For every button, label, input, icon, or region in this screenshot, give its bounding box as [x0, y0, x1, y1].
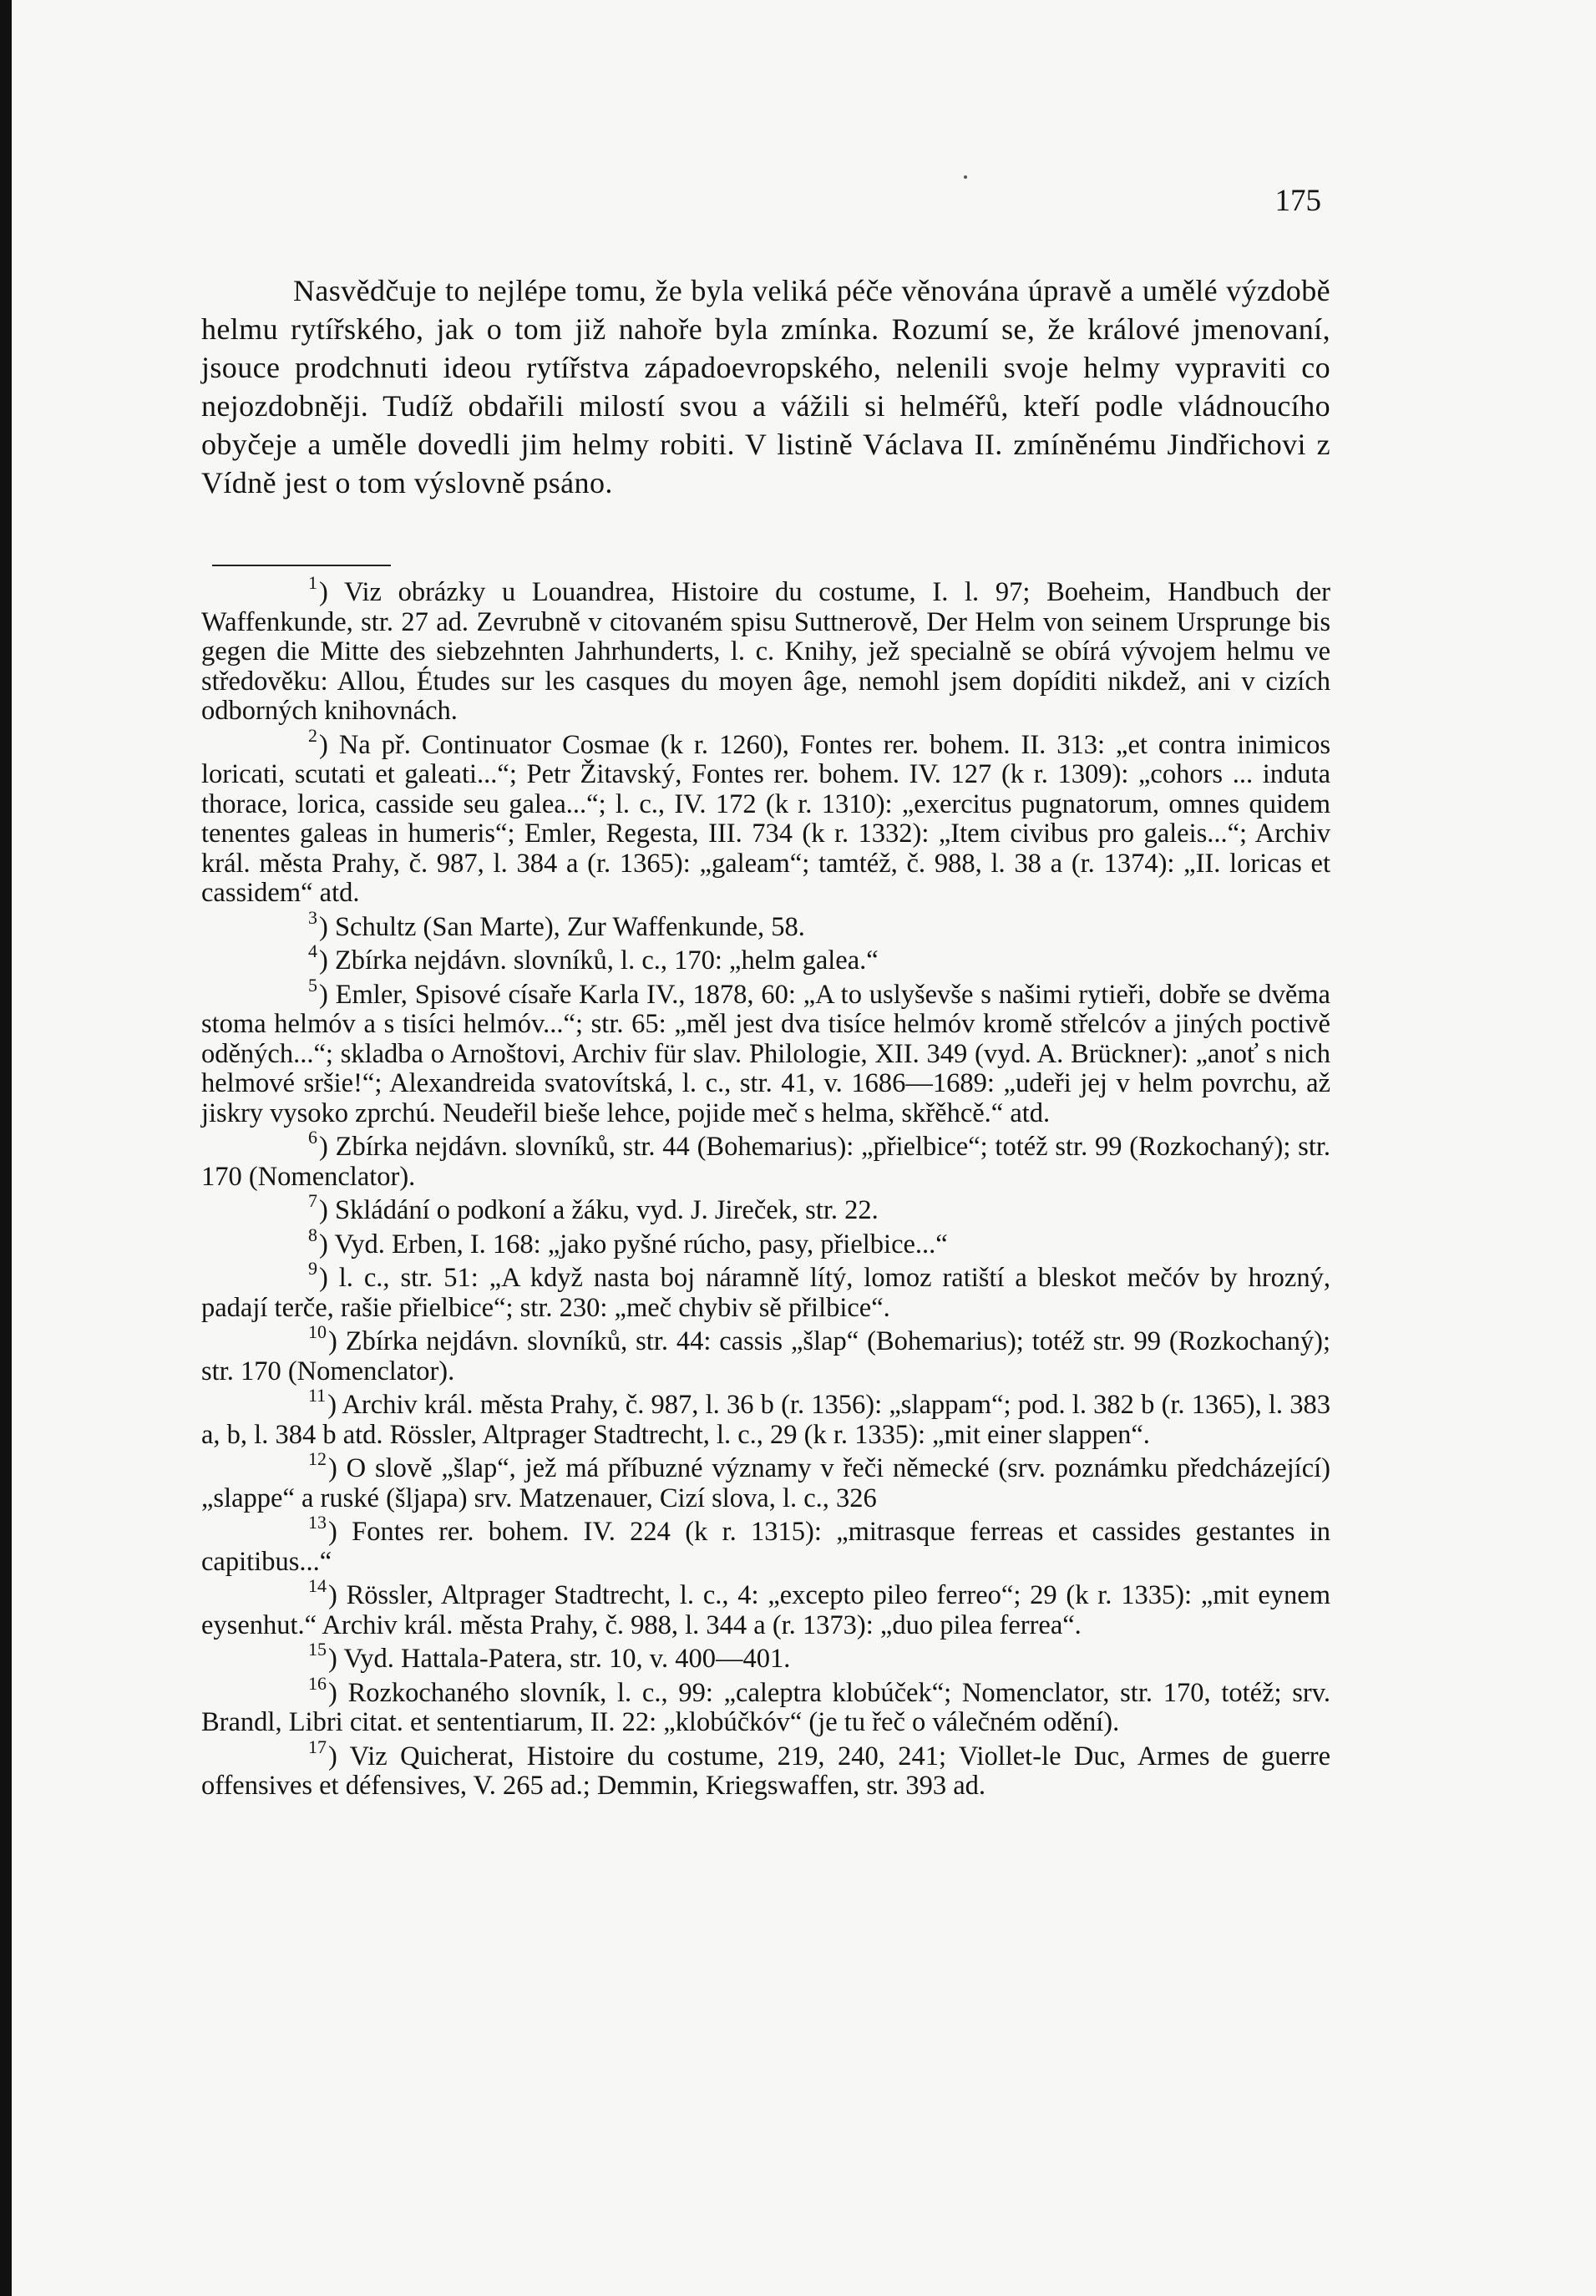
footnote-text: Viz Quicherat, Histoire du costume, 219, 240, 241; Viollet-le Duc, Armes de guerre offensives et défensives, V. 265 ad.; Demmin, Kriegswaffen, str. 393 ad. [201, 1741, 1330, 1801]
footnote-marker: 1 [308, 572, 317, 594]
footnote-text: Skládání o podkoní a žáku, vyd. J. Jireček, str. 22. [334, 1195, 879, 1225]
footnote: $^4$) Zbírka nejdávn. slovníků, l. c., 170: „helm galea.“ [308, 940, 879, 976]
footnote-marker: 2 [308, 724, 317, 746]
footnote: $^{16}$) Rozkochaného slovník, l. c., 99: „caleptra klobúček“; Nomenclator, str. 170, totéž; srv. Brandl, Libri citat. et sententiarum, II. 22: „klobúčkóv“ (je tu řeč o válečném odění). [201, 1672, 1330, 1737]
footnote: $^{11}$) Archiv král. města Prahy, č. 987, l. 36 b (r. 1356): „slappam“; pod. l. 382 b (r. 1365), l. 383 a, b, l. 384 b atd. Rössler, Altprager Stadtrecht, l. c., 29 (k r. 1335): „mit einer slappen“. [201, 1385, 1331, 1450]
footnote: $^5$) Emler, Spisové císaře Karla IV., 1878, 60: „A to uslyševše s našimi rytieři, dobře se dvěma stoma helmóv a s tisíci helmóv...“; str. 65: „měl jest dva tisíce helmóv kromě střelcóv a jiných poctivě oděných...“; skladba o Arnoštovi, Archiv für slav. Philologie, XII. 349 (vyd. A. Brückner): „anoť s nich helmové sršie!“; Alexandreida svatovítská, l. c., str. 41, v. 1686—1689: „udeři jej v helm povrchu, až jiskry vysoko zprchú. Neudeřil bieše lehce, pojide meč s helma, skřěhcě.“ atd. [201, 974, 1330, 1128]
footnote-text: Emler, Spisové císaře Karla IV., 1878, 60: „A to uslyševše s našimi rytieři, dobře se dvěma stoma helmóv a s tisíci helmóv...“; str. 65: „měl jest dva tisíce helmóv kromě střelcóv a jiných poctivě oděných...“; skladba o Arnoštovi, Archiv für slav. Philologie, XII. 349 (vyd. A. Brückner): „anoť s nich helmové sršie!“; Alexandreida svatovítská, l. c., str. 41, v. 1686—1689: „udeři jej v helm povrchu, až jiskry vysoko zprchú. Neudeřil bieše lehce, pojide meč s helma, skřěhcě.“ atd. [201, 979, 1330, 1128]
footnote-marker: 3 [308, 906, 317, 928]
footnote: $^{15}$) Vyd. Hattala-Patera, str. 10, v. 400—401. [308, 1639, 791, 1674]
footnote-text: l. c., str. 51: „A když nasta boj náramně lítý, lomoz ratiští a bleskot mečóv by hrozný, padají terče, rašie přielbice“; str. 230: „meč chybiv sě přilbice“. [201, 1263, 1330, 1323]
footnote-marker: 17 [308, 1736, 327, 1757]
footnote-marker: 15 [308, 1639, 327, 1660]
footnote: $^2$) Na př. Continuator Cosmae (k r. 1260), Fontes rer. bohem. II. 313: „et contra inimicos loricati, scutati et galeati...“; Petr Žitavský, Fontes rer. bohem. IV. 127 (k r. 1309): „cohors ... induta thorace, lorica, casside seu galea...“; l. c., IV. 172 (k r. 1310): „exercitus pugnatorum, omnes quidem tenentes galeas in humeris“; Emler, Regesta, III. 734 (k r. 1332): „Item civibus pro galeis...“; Archiv král. města Prahy, č. 987, l. 384 a (r. 1365): „galeam“; tamtéž, č. 988, l. 38 a (r. 1374): „II. loricas et cassidem“ atd. [201, 724, 1331, 908]
footnote: $^{12}$) O slově „šlap“, jež má příbuzné významy v řeči německé (srv. poznámku předcházející) „slappe“ a ruské (šljapa) srv. Matzenauer, Cizí slova, l. c., 326 [201, 1448, 1330, 1513]
footnote: $^1$) Viz obrázky u Louandrea, Histoire du costume, I. l. 97; Boeheim, Handbuch der Waffenkunde, str. 27 ad. Zevrubně v citovaném spisu Suttnerově, Der Helm von seinem Ursprunge bis gegen die Mitte des siebzehnten Jahrhunderts, l. c. Knihy, jež specialně se obírá vývojem helmu ve středověku: Allou, Études sur les casques du moyen âge, nemohl jsem dopíditi nikdež, ani v cizích odborných knihovnách. [201, 572, 1330, 726]
footnote-marker: 11 [308, 1385, 327, 1406]
footnote: $^{13}$) Fontes rer. bohem. IV. 224 (k r. 1315): „mitrasque ferreas et cassides gestantes in capitibus...“ [201, 1512, 1330, 1577]
body-paragraph: Nasvědčuje to nejlépe tomu, že byla veliká péče věnována úpravě a umělé výzdobě helmu rytířského, jak o tom již nahoře byla zmínka. Rozumí se, že králové jmenovaní, jsouce prodchnuti ideou rytířstva západoevropského, nelenili svoje helmy vypraviti co nejozdobněji. Tudíž obdařili milostí svou a vážili si helméřů, kteří podle vládnoucího obyčeje a uměle dovedli jim helmy robiti. V listině Václava II. zmíněnému Jindřichovi z Vídně jest o tom výslovně psáno. [201, 274, 1330, 499]
footnote-text: O slově „šlap“, jež má příbuzné významy v řeči německé (srv. poznámku předcházející) „slappe“ a ruské (šljapa) srv. Matzenauer, Cizí slova, l. c., 326 [201, 1453, 1330, 1513]
footnote-text: Zbírka nejdávn. slovníků, str. 44 (Bohemarius): „přielbice“; totéž str. 99 (Rozkochaný); str. 170 (Nomenclator). [201, 1132, 1330, 1192]
footnote-text: Na př. Continuator Cosmae (k r. 1260), Fontes rer. bohem. II. 313: „et contra inimicos loricati, scutati et galeati...“; Petr Žitavský, Fontes rer. bohem. IV. 127 (k r. 1309): „cohors ... induta thorace, lorica, casside seu galea...“; l. c., IV. 172 (k r. 1310): „exercitus pugnatorum, omnes quidem tenentes galeas in humeris“; Emler, Regesta, III. 734 (k r. 1332): „Item civibus pro galeis...“; Archiv král. města Prahy, č. 987, l. 384 a (r. 1365): „galeam“; tamtéž, č. 988, l. 38 a (r. 1374): „II. loricas et cassidem“ atd. [201, 729, 1331, 908]
footnote-separator [212, 565, 391, 566]
footnote-text: Schultz (San Marte), Zur Waffenkunde, 58. [334, 911, 805, 942]
footnote-text: Rozkochaného slovník, l. c., 99: „caleptra klobúček“; Nomenclator, str. 170, totéž; srv. Brandl, Libri citat. et sententiarum, II. 22: „klobúčkóv“ (je tu řeč o válečném odění). [201, 1677, 1330, 1737]
footnote-text: Fontes rer. bohem. IV. 224 (k r. 1315): „mitrasque ferreas et cassides gestantes in capitibus...“ [201, 1517, 1330, 1577]
footnote-text: Zbírka nejdávn. slovníků, l. c., 170: „helm galea.“ [334, 945, 879, 976]
page-number: 175 [1274, 184, 1321, 218]
footnote: $^3$) Schultz (San Marte), Zur Waffenkunde, 58. [308, 906, 805, 942]
footnote-marker: 8 [308, 1224, 317, 1245]
footnote: $^9$) l. c., str. 51: „A když nasta boj náramně lítý, lomoz ratiští a bleskot mečóv by hrozný, padají terče, rašie přielbice“; str. 230: „meč chybiv sě přilbice“. [201, 1258, 1330, 1323]
ink-speck [964, 175, 967, 179]
footnote-text: Viz obrázky u Louandrea, Histoire du costume, I. l. 97; Boeheim, Handbuch der Waffenkunde, str. 27 ad. Zevrubně v citovaném spisu Suttnerově, Der Helm von seinem Ursprunge bis gegen die Mitte des siebzehnten Jahrhunderts, l. c. Knihy, jež specialně se obírá vývojem helmu ve středověku: Allou, Études sur les casques du moyen âge, nemohl jsem dopíditi nikdež, ani v cizích odborných knihovnách. [201, 577, 1330, 726]
footnote-text: Vyd. Hattala-Patera, str. 10, v. 400—401. [343, 1644, 791, 1674]
footnotes [201, 572, 1331, 1806]
footnote: $^7$) Skládání o podkoní a žáku, vyd. J. Jireček, str. 22. [308, 1190, 879, 1225]
footnote: $^8$) Vyd. Erben, I. 168: „jako pyšné rúcho, pasy, přielbice...“ [308, 1224, 948, 1260]
footnote-marker: 12 [308, 1448, 327, 1470]
footnote-text: Rössler, Altprager Stadtrecht, l. c., 4: „excepto pileo ferreo“; 29 (k r. 1335): „mit eynem eysenhut.“ Archiv král. města Prahy, č. 988, l. 344 a (r. 1373): „duo pilea ferrea“. [201, 1580, 1330, 1640]
footnote-marker: 10 [308, 1321, 327, 1343]
footnote-marker: 14 [308, 1575, 327, 1597]
book-page [12, 0, 1596, 2296]
footnote-marker: 6 [308, 1127, 317, 1148]
footnote: $^{14}$) Rössler, Altprager Stadtrecht, l. c., 4: „excepto pileo ferreo“; 29 (k r. 1335): „mit eynem eysenhut.“ Archiv král. města Prahy, č. 988, l. 344 a (r. 1373): „duo pilea ferrea“. [201, 1575, 1330, 1640]
footnote: $^{10}$) Zbírka nejdávn. slovníků, str. 44: cassis „šlap“ (Bohemarius); totéž str. 99 (Rozkochaný); str. 170 (Nomenclator). [201, 1321, 1330, 1386]
footnote-marker: 5 [308, 974, 317, 996]
footnote-marker: 7 [308, 1190, 317, 1212]
footnote-marker: 9 [308, 1258, 317, 1280]
footnote-marker: 4 [308, 940, 317, 962]
footnote-marker: 16 [308, 1672, 327, 1694]
footnote-text: Zbírka nejdávn. slovníků, str. 44: cassis „šlap“ (Bohemarius); totéž str. 99 (Rozkochaný); str. 170 (Nomenclator). [201, 1326, 1330, 1386]
footnote-text: Archiv král. města Prahy, č. 987, l. 36 b (r. 1356): „slappam“; pod. l. 382 b (r. 1365), l. 383 a, b, l. 384 b atd. Rössler, Altprager Stadtrecht, l. c., 29 (k r. 1335): „mit einer slappen“. [201, 1390, 1331, 1450]
footnote-marker: 13 [308, 1512, 327, 1533]
footnote: $^6$) Zbírka nejdávn. slovníků, str. 44 (Bohemarius): „přielbice“; totéž str. 99 (Rozkochaný); str. 170 (Nomenclator). [201, 1127, 1330, 1192]
footnote-text: Vyd. Erben, I. 168: „jako pyšné rúcho, pasy, přielbice...“ [334, 1229, 948, 1260]
footnote: $^{17}$) Viz Quicherat, Histoire du costume, 219, 240, 241; Viollet-le Duc, Armes de guerre offensives et défensives, V. 265 ad.; Demmin, Kriegswaffen, str. 393 ad. [201, 1736, 1330, 1801]
scan-edge [0, 0, 12, 2296]
